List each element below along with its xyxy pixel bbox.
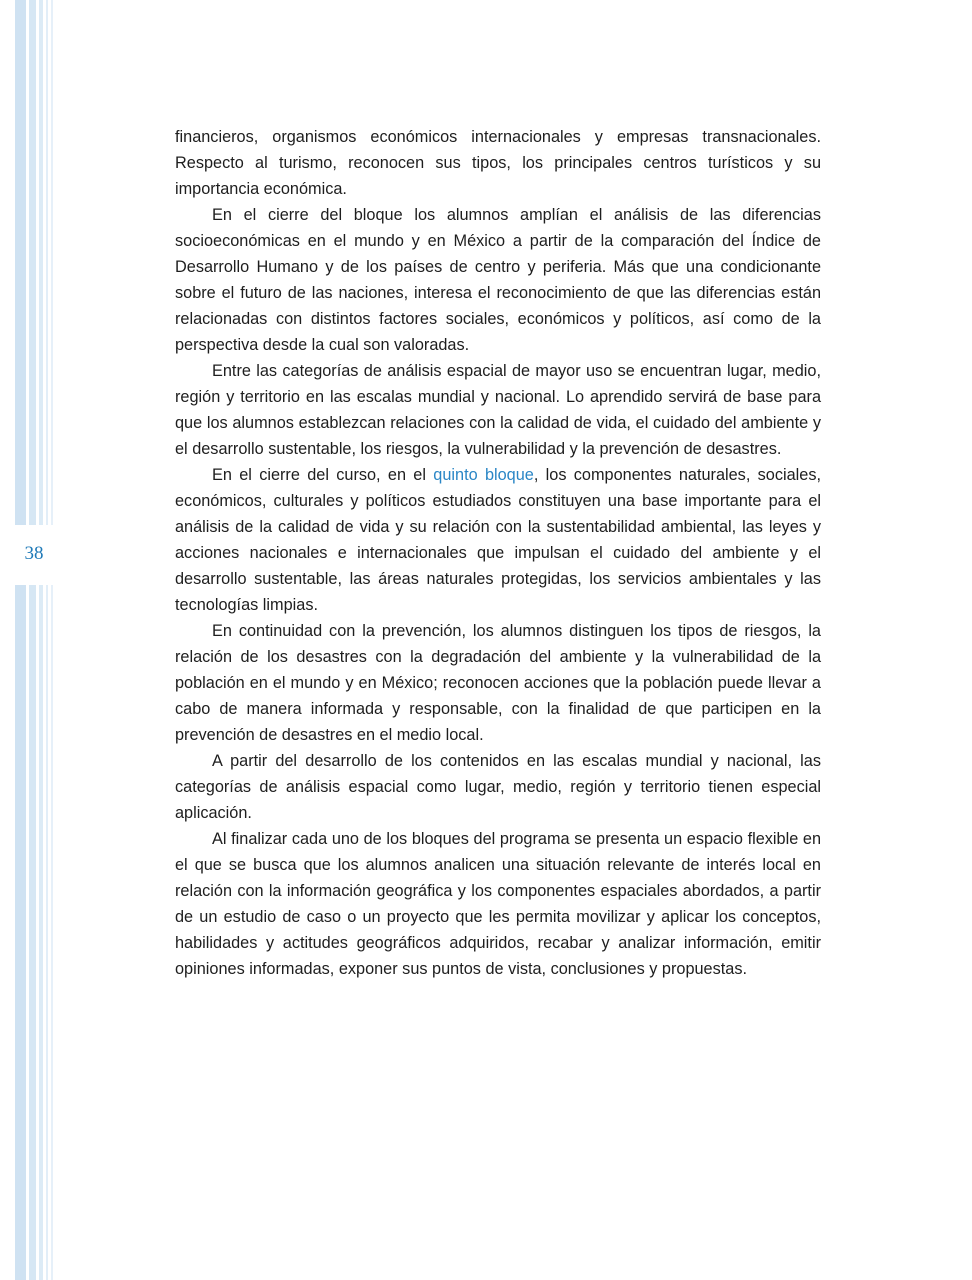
margin-stripe: [51, 0, 53, 525]
margin-stripe: [51, 585, 53, 1280]
paragraph-text: , los componentes naturales, sociales, económicos, culturales y políticos estudiados constituyen una base importante para el análisis de la calidad de vida y su relación con la sustentabilidad ambiental, las leyes y acciones nacionales e internacionales que impulsan el cuidado del ambiente y el desarrollo sustentable, las áreas naturales protegidas, los servicios ambientales y las tecnologías limpias.: [175, 466, 821, 614]
margin-stripe: [29, 585, 36, 1280]
paragraph: [175, 462, 821, 618]
margin-stripe: [15, 0, 26, 525]
margin-stripe: [46, 585, 48, 1280]
paragraph: A partir del desarrollo de los contenidos en las escalas mundial y nacional, las categorías de análisis espacial como lugar, medio, región y territorio tienen especial aplicación.: [175, 752, 821, 822]
paragraph: Al finalizar cada uno de los bloques del programa se presenta un espacio flexible en el que se busca que los alumnos analicen una situación relevante de interés local en relación con la información geográfica y los componentes espaciales abordados, a partir de un estudio de caso o un proyecto que les permita movilizar y aplicar los conceptos, habilidades y actitudes geográficos adquiridos, recabar y analizar información, emitir opiniones informadas, exponer sus puntos de vista, conclusiones y propuestas.: [175, 830, 821, 978]
body-text: [175, 124, 821, 982]
paragraph: En continuidad con la prevención, los alumnos distinguen los tipos de riesgos, la relación de los desastres con la degradación del ambiente y la vulnerabilidad de la población en el mundo y en México; reconocen acciones que la población puede llevar a cabo de manera informada y responsable, con la finalidad de que participen en la prevención de desastres en el medio local.: [175, 622, 821, 744]
paragraph-text: En el cierre del curso, en el: [212, 466, 434, 484]
page-number: 38: [24, 543, 44, 564]
paragraph: En el cierre del bloque los alumnos amplían el análisis de las diferencias socioeconómicas en el mundo y en México a partir de la comparación del Índice de Desarrollo Humano y de los países de centro y periferia. Más que una condicionante sobre el futuro de las naciones, interesa el reconocimiento de que las diferencias están relacionadas con distintos factores sociales, económicos y políticos, así como de la perspectiva desde la cual son valoradas.: [175, 206, 821, 354]
margin-stripe: [46, 0, 48, 525]
paragraph-continuation: financieros, organismos económicos internacionales y empresas transnacionales. Respecto al turismo, reconocen sus tipos, los principales centros turísticos y su importancia económica.: [175, 128, 821, 198]
paragraph: Entre las categorías de análisis espacial de mayor uso se encuentran lugar, medio, región y territorio en las escalas mundial y nacional. Lo aprendido servirá de base para que los alumnos establezcan relaciones con la calidad de vida, el cuidado del ambiente y el desarrollo sustentable, los riesgos, la vulnerabilidad y la prevención de desastres.: [175, 362, 821, 458]
margin-stripe: [39, 0, 43, 525]
margin-stripe: [15, 585, 26, 1280]
margin-stripes-bottom: [0, 585, 60, 1280]
margin-stripe: [39, 585, 43, 1280]
margin-stripes-top: [0, 0, 60, 525]
quinto-bloque-link[interactable]: quinto bloque: [433, 466, 534, 484]
margin-stripe: [29, 0, 36, 525]
